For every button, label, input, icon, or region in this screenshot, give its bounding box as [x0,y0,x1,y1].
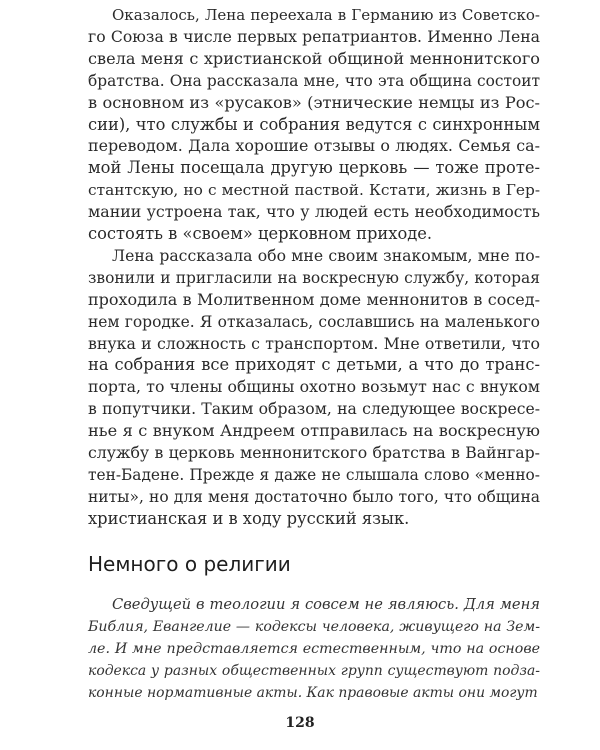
paragraph-1-line: в основном из «русаков» (этнические немцы из Рос- [88,92,540,112]
italic-paragraph-line: ле. И мне представляется естественным, что на основе [88,641,540,657]
paragraph-2-line: в попутчики. Таким образом, на следующее воскресе- [88,399,540,419]
paragraph-1-line: мании устроена так, что у людей есть необходимость [88,202,540,222]
paragraph-2-line: звонили и пригласили на воскресную службу, которая [88,268,540,287]
paragraph-2-line: проходила в Молитвенном доме меннонитов в сосед- [88,289,540,309]
paragraph-1-line: го Союза в числе первых репатриантов. Именно Лена [88,26,540,46]
section-heading: Немного о религии [88,552,291,576]
paragraph-1-line: братства. Она рассказала мне, что эта община состоит [88,71,540,90]
paragraph-2-line: нем городке. Я отказалась, сославшись на маленького [88,312,540,331]
paragraph-1-line: мой Лены посещала другую церковь — тоже проте- [88,158,540,178]
paragraph-1-line: переводом. Дала хорошие отзывы о людях. Семья са- [88,136,540,156]
italic-paragraph-line: конные нормативные акты. Как правовые акты они могут [88,685,538,701]
paragraph-2-line: Лена рассказала обо мне своим знакомым, мне по- [112,245,540,265]
paragraph-1-line: Оказалось, Лена переехала в Германию из Советско- [112,6,540,24]
paragraph-2-line: внука и сложность с транспортом. Мне ответили, что [88,333,540,353]
paragraph-2-line: порта, то члены общины охотно возьмут нас с внуком [88,377,540,397]
italic-paragraph-line: Библия, Евангелие — кодексы человека, живущего на Зем- [88,619,540,635]
paragraph-2-line: тен-Бадене. Прежде я даже не слышала слово «менно- [88,465,540,484]
page-number: 128 [285,715,315,731]
paragraph-2-line: христианская и в ходу русский язык. [88,508,410,528]
italic-paragraph-line: Сведущей в теологии я совсем не являюсь. Для меня [112,596,540,613]
paragraph-2-line: нье я с внуком Андреем отправилась на воскресную [88,421,540,441]
paragraph-1-line: стантскую, но с местной паствой. Кстати, жизнь в Гер- [88,181,540,200]
paragraph-2-line: службу в церковь меннонитского братства в Вайнгар- [88,443,540,462]
paragraph-2-line: ниты», но для меня достаточно было того, что община [88,487,540,506]
paragraph-1-line: сии), что службы и собрания ведутся с синхронным [88,114,540,134]
paragraph-1-line: свела меня с христианской общиной меннонитского [88,48,540,68]
paragraph-1-line: состоять в «своем» церковном приходе. [88,224,433,243]
italic-paragraph-line: кодекса у разных общественных групп существуют подза- [88,663,540,679]
paragraph-2-line: на собрания все приходят с детьми, а что до транс- [88,355,540,375]
